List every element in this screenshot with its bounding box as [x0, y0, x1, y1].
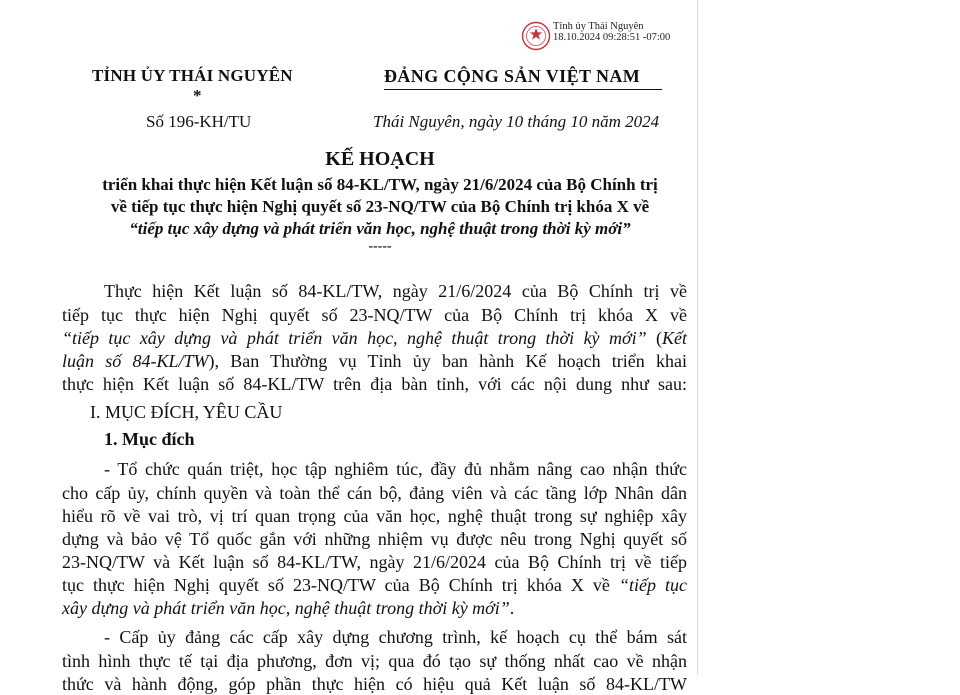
- signature-signer: Tỉnh ủy Thái Nguyên: [553, 21, 644, 32]
- title-separator: -----: [368, 239, 392, 254]
- para1-line-2: cho cấp ủy, chính quyền và toàn thể cán bộ, đảng viên và các tầng lớp Nhân dân: [62, 483, 687, 503]
- title-line-2: về tiếp tục thực hiện Nghị quyết số 23-NQ/TW của Bộ Chính trị khóa X về: [110, 197, 650, 216]
- party-name: ĐẢNG CỘNG SẢN VIỆT NAM: [384, 66, 641, 86]
- title-line-3: “tiếp tục xây dựng và phát triển văn học, nghệ thuật trong thời kỳ mới”: [129, 219, 631, 238]
- party-name-underline: [384, 89, 662, 90]
- place-date: Thái Nguyên, ngày 10 tháng 10 năm 2024: [373, 112, 660, 131]
- para1-line-5: 23-NQ/TW và Kết luận số 84-KL/TW, ngày 21/6/2024 của Bộ Chính trị về tiếp: [62, 552, 687, 572]
- signature-timestamp: 18.10.2024 09:28:51 -07:00: [553, 32, 671, 43]
- para1-line-4: dựng và bảo vệ Tổ quốc gắn với những nhiệm vụ được nêu trong Nghị quyết số: [62, 529, 687, 549]
- issuer-star: *: [193, 86, 202, 105]
- intro-line-3: “tiếp tục xây dựng và phát triển văn học, nghệ thuật trong thời kỳ mới” (Kết: [62, 328, 687, 348]
- document-title: KẾ HOẠCH: [325, 148, 435, 170]
- document-number: Số 196-KH/TU: [146, 112, 252, 131]
- para2-line-2: tình hình thực tế tại địa phương, đơn vị; qua đó tạo sự thống nhất cao về nhận: [62, 651, 687, 671]
- subsection-heading: 1. Mục đích: [104, 429, 195, 449]
- intro-line-4: luận số 84-KL/TW), Ban Thường vụ Tỉnh ủy ban hành Kế hoạch triển khai: [62, 351, 687, 371]
- intro-line-1: Thực hiện Kết luận số 84-KL/TW, ngày 21/6/2024 của Bộ Chính trị về: [104, 281, 687, 301]
- para1-line-1: - Tổ chức quán triệt, học tập nghiêm túc, đầy đủ nhằm nâng cao nhận thức: [104, 459, 687, 479]
- section-heading: I. MỤC ĐÍCH, YÊU CẦU: [90, 402, 283, 422]
- intro-line-5: thực hiện Kết luận số 84-KL/TW trên địa bàn tỉnh, với các nội dung như sau:: [62, 374, 687, 394]
- title-line-1: triển khai thực hiện Kết luận số 84-KL/TW, ngày 21/6/2024 của Bộ Chính trị: [102, 175, 658, 194]
- para1-line-3: hiểu rõ về vai trò, vị trí quan trọng của văn học, nghệ thuật trong sự nghiệp xây: [62, 506, 687, 526]
- issuer-name: TỈNH ỦY THÁI NGUYÊN: [92, 66, 293, 85]
- page-edge: [697, 0, 698, 675]
- para2-line-1: - Cấp ủy đảng các cấp xây dựng chương trình, kế hoạch cụ thể bám sát: [104, 627, 687, 647]
- intro-line-2: tiếp tục thực hiện Nghị quyết số 23-NQ/TW của Bộ Chính trị khóa X về: [62, 305, 687, 325]
- para1-line-7: xây dựng và phát triển văn học, nghệ thuật trong thời kỳ mới”.: [62, 598, 515, 618]
- red-seal-icon: [521, 21, 551, 51]
- para2-line-3: thức và hành động, góp phần thực hiện có hiệu quả Kết luận số 84-KL/TW: [62, 674, 687, 694]
- para1-line-6: tục thực hiện Nghị quyết số 23-NQ/TW của Bộ Chính trị khóa X về “tiếp tục: [62, 575, 687, 595]
